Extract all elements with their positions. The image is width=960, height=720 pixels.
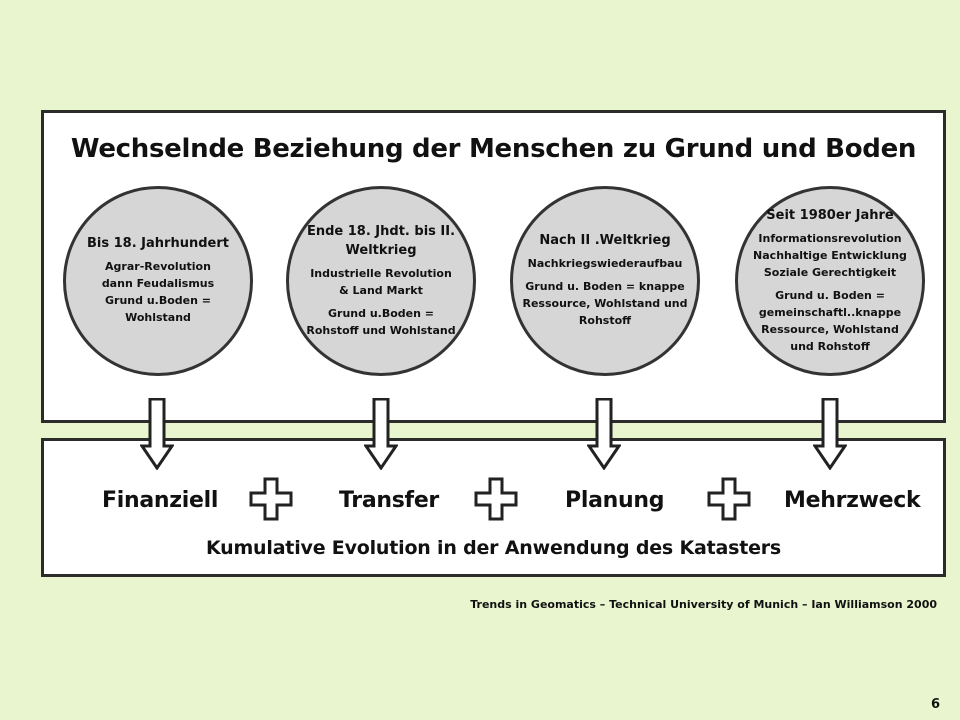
era-heading: Ende 18. Jhdt. bis II. Weltkrieg (306, 224, 456, 258)
era-circle-3 (510, 186, 700, 376)
era-circle-2 (286, 186, 476, 376)
era-line: und Rohstoff (790, 340, 870, 354)
source-citation: Trends in Geomatics – Technical University of Munich – Ian Williamson 2000 (470, 598, 937, 611)
era-line: Soziale Gerechtigkeit (763, 265, 897, 279)
plus-icon (474, 477, 518, 521)
down-arrow-4 (813, 398, 847, 470)
diagram-title: Wechselnde Beziehung der Menschen zu Grund und Boden (70, 134, 917, 164)
era-circle-4 (735, 186, 925, 376)
era-line: Rohstoff und Wohlstand (306, 323, 456, 337)
stage-finanziell: Finanziell (102, 488, 219, 513)
plus-icon (707, 477, 751, 521)
era-circle-1 (63, 186, 253, 376)
era-line: Ressource, Wohlstand (761, 322, 899, 336)
era-line: Grund u. Boden = knappe (525, 280, 685, 294)
cadastre-subtitle: Kumulative Evolution in der Anwendung des Katasters (205, 537, 782, 559)
era-line: Ressource, Wohlstand und (522, 297, 688, 311)
era-line: Industrielle Revolution (310, 266, 452, 280)
down-arrow-2 (364, 398, 398, 470)
era-heading: Nach II .Weltkrieg (539, 233, 671, 249)
stage-transfer: Transfer (339, 488, 439, 513)
page-number: 6 (930, 697, 940, 712)
stage-planung: Planung (565, 488, 665, 513)
era-line: Grund u.Boden = Wohlstand (105, 294, 211, 325)
era-line: Grund u. Boden = (775, 288, 885, 302)
era-line: Informationsrevolution (758, 231, 902, 245)
era-line: gemeinschaftl..knappe (758, 305, 902, 319)
era-line: Grund u.Boden = (328, 306, 434, 320)
era-line: dann Feudalismus (101, 277, 215, 291)
down-arrow-3 (587, 398, 621, 470)
era-line: & Land Markt (339, 283, 423, 297)
era-heading: Bis 18. Jahrhundert (87, 236, 229, 252)
era-line: Nachkriegswiederaufbau (527, 257, 683, 271)
stage-mehrzweck: Mehrzweck (784, 488, 921, 513)
down-arrow-1 (140, 398, 174, 470)
era-heading: Seit 1980er Jahre (766, 207, 894, 223)
era-line: Rohstoff (578, 314, 632, 328)
era-line: Agrar-Revolution (105, 260, 211, 274)
plus-icon (249, 477, 293, 521)
era-line: Nachhaltige Entwicklung (753, 248, 907, 262)
